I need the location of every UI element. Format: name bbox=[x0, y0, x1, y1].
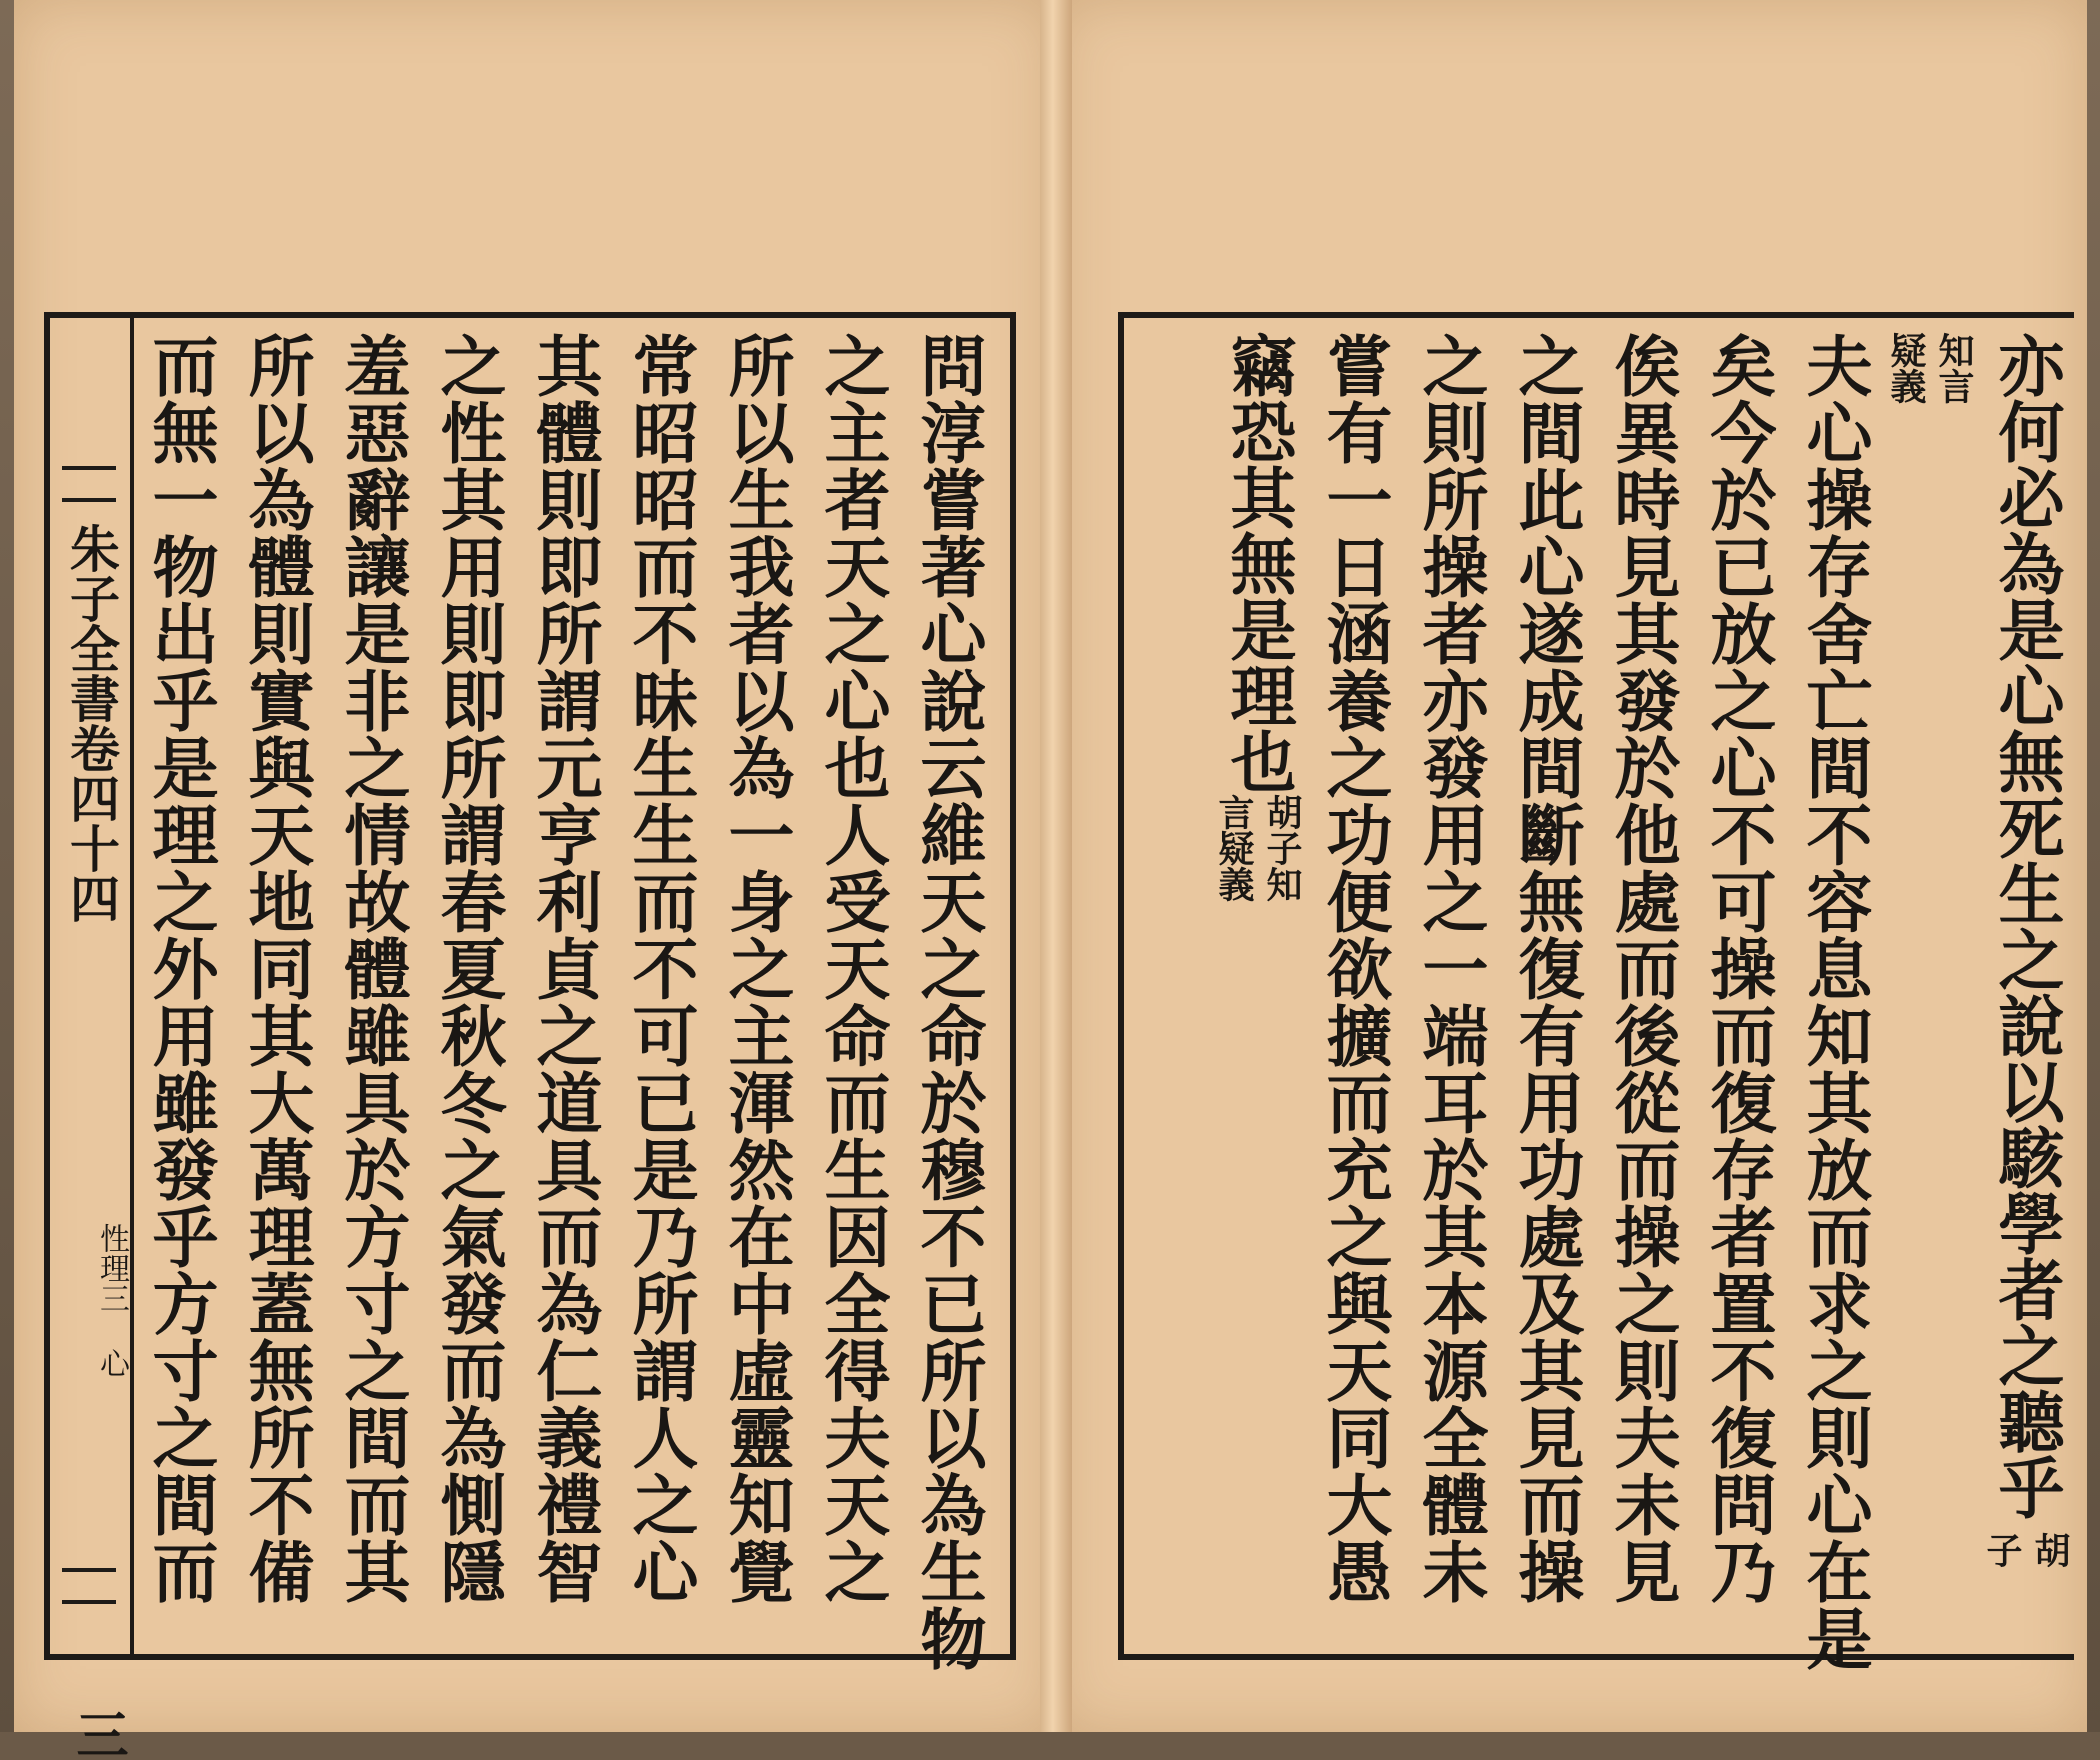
fish-tail-mark-bottom bbox=[62, 1568, 116, 1604]
text-column: 嘗有一日涵養之功便欲擴而充之與天同大愚 bbox=[1315, 332, 1393, 1605]
text-column: 而無一物出乎是理之外用雖發乎方寸之間而 bbox=[141, 332, 219, 1605]
text-column: 矣今於已放之心不可操而復存者置不復問乃 bbox=[1699, 332, 1777, 1605]
left-page-margin bbox=[50, 318, 134, 1760]
note-line: 疑義 bbox=[1885, 332, 1927, 404]
note-line: 胡子知 bbox=[1261, 794, 1303, 902]
text-column: 之則所操者亦發用之一端耳於其本源全體未 bbox=[1411, 332, 1489, 1605]
right-page-text bbox=[1138, 332, 2074, 1672]
inline-note bbox=[1210, 794, 1306, 902]
note-line: 胡 bbox=[2029, 1532, 2071, 1568]
text-column: 所以生我者以為一身之主渾然在中虛靈知覺 bbox=[717, 332, 795, 1605]
text-column: 其體則即所謂元亨利貞之道具而為仁義禮智 bbox=[525, 332, 603, 1605]
text-column: 問淳嘗著心說云維天之命於穆不已所以為生物 bbox=[909, 332, 987, 1672]
left-page-frame bbox=[44, 312, 1016, 1760]
note-line: 子 bbox=[1981, 1532, 2023, 1568]
left-margin-section: 性理三 心 bbox=[94, 1223, 129, 1378]
note-line: 知言 bbox=[1933, 332, 1975, 404]
left-margin-title: 朱子全書卷四十四 bbox=[62, 523, 121, 923]
text-column: 竊恐其無是理也 bbox=[1219, 332, 1297, 794]
text-column-with-note bbox=[1210, 332, 1306, 1640]
right-page-frame bbox=[1118, 312, 2074, 1672]
text-column: 常昭昭而不昧生生而不可已是乃所謂人之心 bbox=[621, 332, 699, 1605]
left-page-text bbox=[141, 332, 996, 1672]
fish-tail-mark-top bbox=[62, 466, 116, 502]
source-note-column bbox=[1882, 332, 1978, 1640]
left-margin-page-number: 三 bbox=[67, 1708, 128, 1760]
text-column: 俟異時見其發於他處而後從而操之則夫未見 bbox=[1603, 332, 1681, 1605]
text-column: 羞惡辭讓是非之情故體雖具於方寸之間而其 bbox=[333, 332, 411, 1605]
text-column: 所以為體則實與天地同其大萬理蓋無所不備 bbox=[237, 332, 315, 1605]
inline-note bbox=[1978, 1532, 2074, 1568]
text-column: 之主者天之心也人受天命而生因全得夫天之 bbox=[813, 332, 891, 1605]
note-line: 言疑義 bbox=[1213, 794, 1255, 902]
text-column: 之性其用則即所謂春夏秋冬之氣發而為惻隱 bbox=[429, 332, 507, 1605]
book-gutter bbox=[1040, 0, 1072, 1732]
text-column: 亦何必為是心無死生之說以駭學者之聽乎 bbox=[1987, 332, 2065, 1520]
text-column: 之間此心遂成間斷無復有用功處及其見而操 bbox=[1507, 332, 1585, 1605]
text-column: 夫心操存舍亡間不容息知其放而求之則心在是 bbox=[1795, 332, 1873, 1672]
text-column-with-note bbox=[1978, 332, 2074, 1640]
